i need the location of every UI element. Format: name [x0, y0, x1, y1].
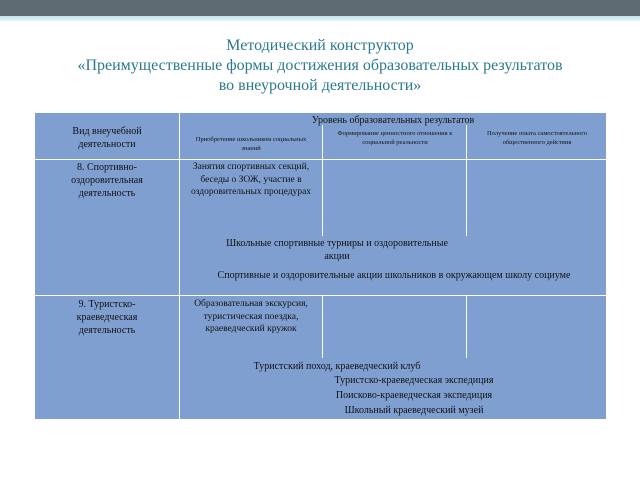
row-tourism-level1: Образовательная экскурсия, туристическая поездка, краеведческий кружок [194, 299, 308, 334]
grid-line [466, 125, 467, 236]
slide-top-band [0, 0, 640, 16]
activity-type-header: Вид внеучебной деятельности [72, 126, 142, 150]
row-sport-activity: 8. Спортивно-оздоровительная деятельность [71, 162, 143, 199]
title-line-1: Методический конструктор [226, 37, 414, 54]
level-header: Уровень образовательных результатов [311, 115, 475, 126]
level-2-header: Формирование ценностного отношения к социальной реальности [337, 130, 453, 146]
slide-top-stripe [0, 16, 640, 21]
grid-line [466, 296, 467, 358]
title-line-3: во внеурочной деятельности» [218, 77, 422, 94]
level-3-header: Получение опыта самостоятельного общественного действия [486, 130, 588, 146]
level-1-header: Приобретение школьником социальных знаний [195, 136, 307, 152]
row-sport-span-3: Спортивные и оздоровительные акции школьников в окружающем школу социуме [217, 270, 571, 281]
grid-line [322, 125, 323, 236]
row-tourism-span-1: Туристский поход, краеведческий клуб [253, 361, 421, 372]
row-tourism-span-4: Школьный краеведческий музей [344, 405, 484, 416]
row-sport-span-2: Школьные спортивные турниры и оздоровительные акции [226, 238, 448, 262]
grid-line [35, 295, 606, 296]
row-tourism-activity: 9. Туристско-краеведческая деятельность [76, 299, 138, 336]
row-tourism-span-2: Туристско-краеведческая экспедиция [334, 375, 494, 386]
title-line-2: «Преимущественные формы достижения образовательных результатов [77, 57, 563, 74]
row-tourism-span-3: Поисково-краеведческая экспедиция [335, 390, 493, 401]
grid-line [322, 296, 323, 358]
row-sport-level1: Занятия спортивных секций, беседы о ЗОЖ, участие в оздоровительных процедурах [190, 162, 312, 197]
slide-title [0, 36, 640, 96]
results-table [35, 113, 606, 419]
grid-line [35, 159, 606, 160]
